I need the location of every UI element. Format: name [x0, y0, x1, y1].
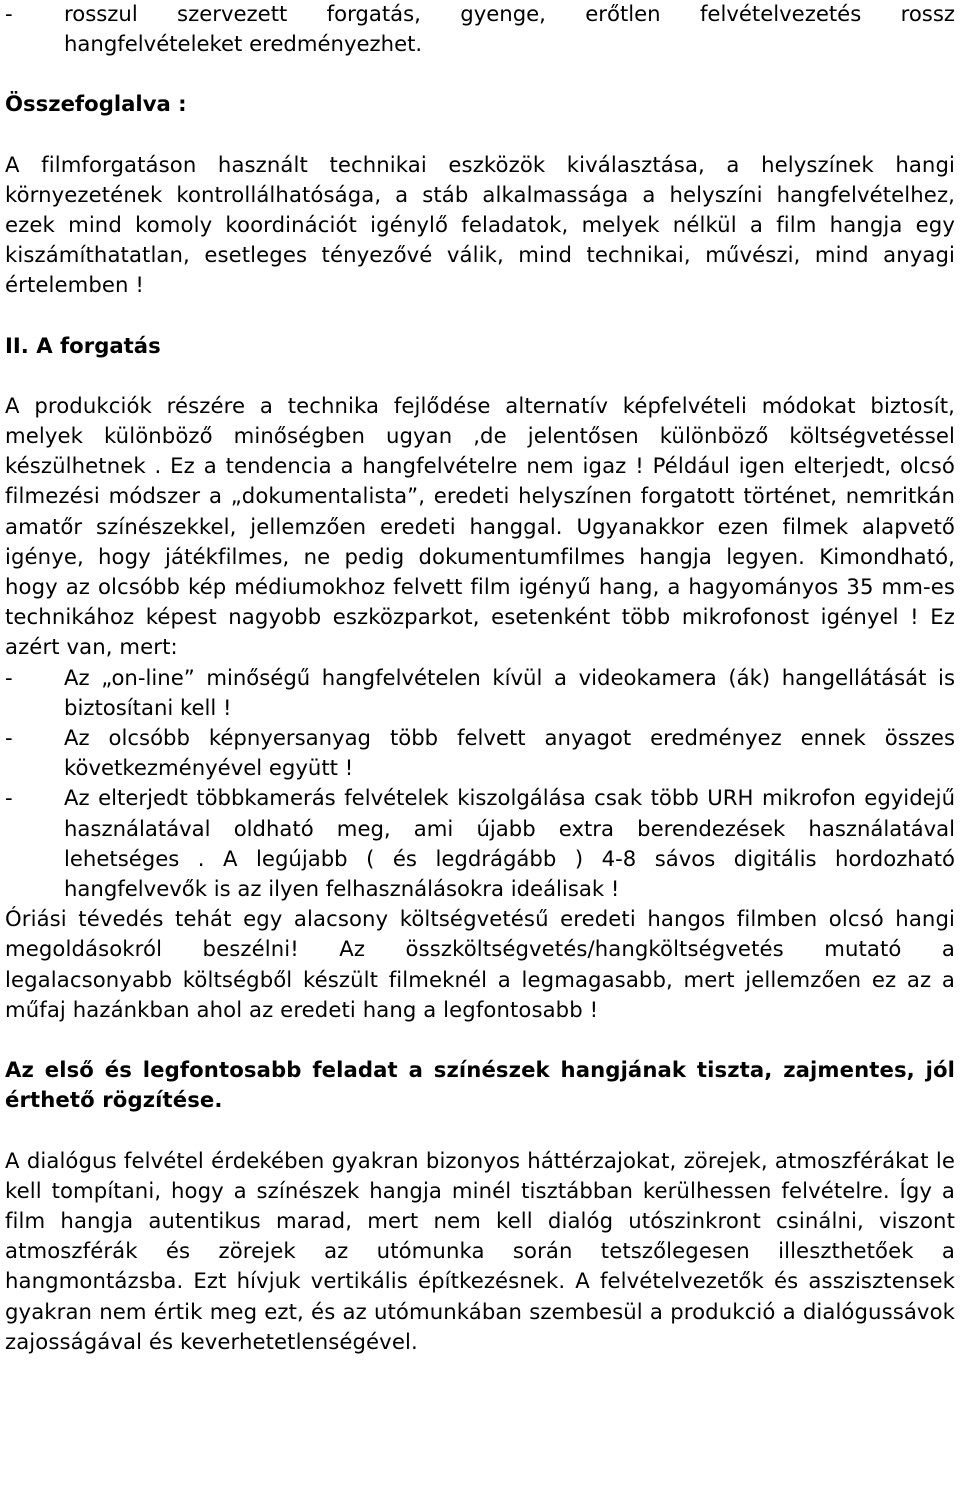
- section-heading: II. A forgatás: [5, 332, 161, 358]
- list-dash: -: [5, 725, 13, 751]
- conclusion-paragraph: Óriási tévedés tehát egy alacsony költségvetésű eredeti hangos filmben olcsó hangi megoldásokról beszélni! Az összköltségvetés/hangköltségvetés mutató a legalacsonyabb költségből készült filmeknél a legmagasabb, mert jellemzően ez az a műfaj hazánkban ahol az eredeti hang a legfontosabb !: [5, 906, 955, 1022]
- list-dash: -: [5, 664, 13, 690]
- list-dash: -: [5, 785, 13, 811]
- list-dash: -: [5, 1, 13, 26]
- bold-statement: Az első és legfontosabb feladat a színészek hangjának tiszta, zajmentes, jól érthető rögzítése.: [5, 1057, 955, 1113]
- list-text: Az elterjedt többkamerás felvételek kiszolgálása csak több URH mikrofon egyidejű használatával oldható meg, ami újabb extra berendezések használatával lehetséges . A legújabb ( és legdrágább ) 4-8 sávos digitális hordozható hangfelvevők is az ilyen felhasználásokra ideálisak !: [64, 785, 955, 902]
- list-text: Az olcsóbb képnyersanyag több felvett anyagot eredményez ennek összes következményével együtt !: [64, 725, 955, 781]
- summary-paragraph: A filmforgatáson használt technikai eszközök kiválasztása, a helyszínek hangi környezetének kontrollálhatósága, a stáb alkalmassága a helyszíni hangfelvételhez, ezek mind komoly koordinációt igénylő feladatok, melyek nélkül a film hangja egy kiszámíthatatlan, esetleges tényezővé válik, mind technikai, művészi, mind anyagi értelemben !: [5, 151, 955, 298]
- heading-summary: Összefoglalva :: [5, 91, 187, 117]
- final-paragraph: A dialógus felvétel érdekében gyakran bizonyos háttérzajokat, zörejek, atmoszférákat le kell tompítani, hogy a színészek hangja minél tisztábban kerülhessen felvételre. Így a film hangja autentikus marad, mert nem kell dialóg utószinkront csinálni, viszont atmoszférák és zörejek az utómunka során tetszőlegesen illeszthetőek a hangmontázsba. Ezt hívjuk vertikális építkezésnek. A felvételvezetők és asszisztensek gyakran nem értik meg ezt, és az utómunkában szembesül a produkció a dialógussávok zajosságával és keverhetetlenségével.: [5, 1147, 955, 1354]
- continued-list-item: [5, 0, 955, 59]
- list-item: [5, 723, 955, 783]
- list-item: [5, 783, 955, 904]
- document-page: [5, 0, 955, 1357]
- list-text-line: rosszul szervezett forgatás, gyenge, erőtlen felvételvezetés rossz: [64, 1, 955, 26]
- section-paragraph: A produkciók részére a technika fejlődése alternatív képfelvételi módokat biztosít, melyek különböző minőségben ugyan ,de jelentősen különböző költségvetéssel készülhetnek . Ez a tendencia a hangfelvételre nem igaz ! Például igen elterjedt, olcsó filmezési módszer a „dokumentalista”, eredeti helyszínen forgatott történet, nemritkán amatőr színészekkel, jellemzően eredeti hanggal. Ugyanakkor ezen filmek alapvető igénye, hogy játékfilmes, ne pedig dokumentumfilmes hangja legyen. Kimondható, hogy az olcsóbb kép médiumokhoz felvett film igényű hang, a hagyományos 35 mm-es technikához képest nagyobb eszközparkot, esetenként több mikrofonost igényel ! Ez azért van, mert:: [5, 392, 955, 660]
- list-text: Az „on-line” minőségű hangfelvételen kívül a videokamera (ák) hangellátását is biztosítani kell !: [64, 664, 955, 720]
- list-item: [5, 663, 955, 723]
- list-text-line: hangfelvételeket eredményezhet.: [64, 31, 423, 57]
